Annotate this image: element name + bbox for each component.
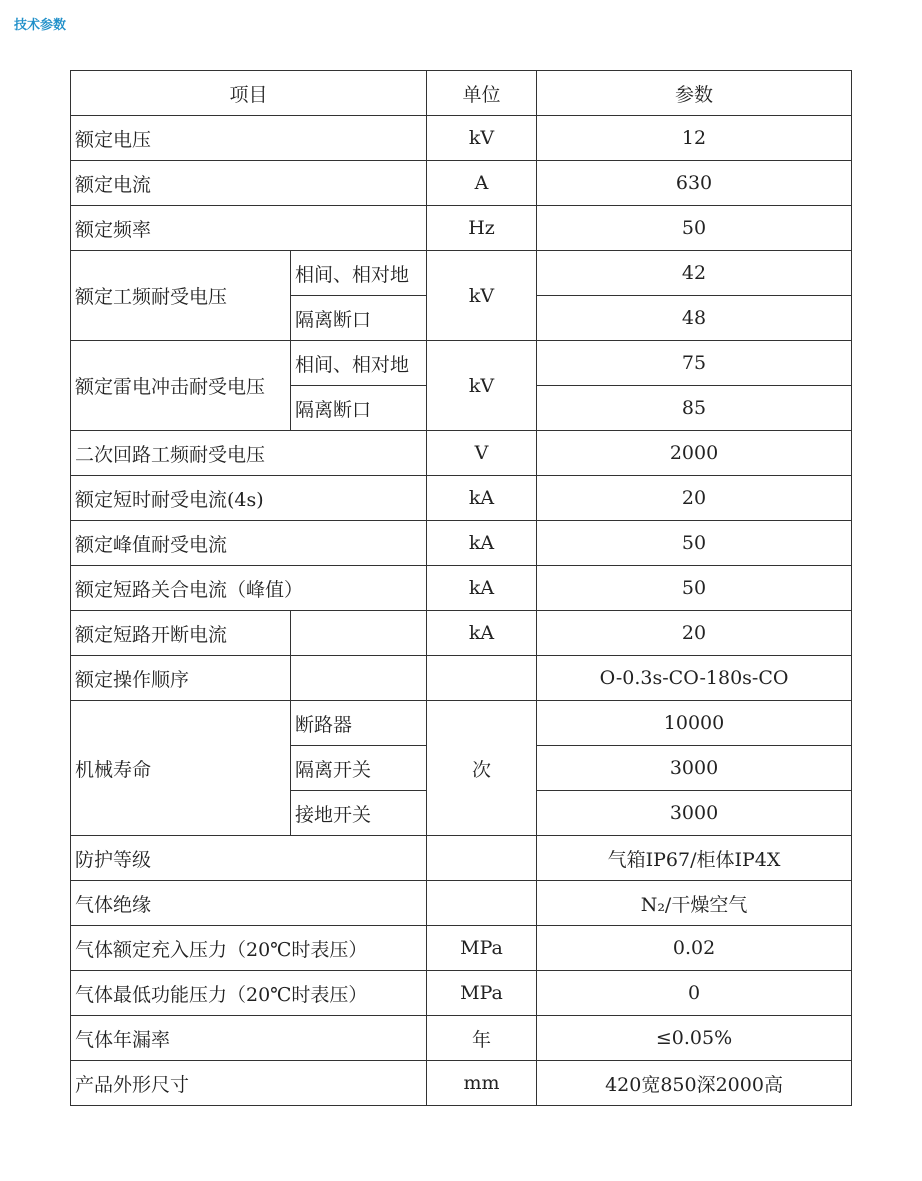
header-unit: 单位 [427,71,537,116]
table-row [71,341,852,386]
table-row [71,971,852,1016]
row-sublabel: 隔离开关 [291,746,427,791]
row-sublabel: 隔离断口 [291,296,427,341]
table-row [71,431,852,476]
row-value: 3000 [537,791,852,836]
row-label: 额定频率 [71,206,427,251]
table-header-row [71,71,852,116]
row-value: 85 [537,386,852,431]
row-label: 额定雷电冲击耐受电压 [71,341,291,431]
row-unit: kA [427,521,537,566]
row-value: 20 [537,476,852,521]
row-label: 气体绝缘 [71,881,427,926]
row-unit: kA [427,611,537,656]
table-row [71,611,852,656]
row-label: 气体额定充入压力（20℃时表压） [71,926,427,971]
table-row [71,476,852,521]
row-unit [427,836,537,881]
row-unit: kV [427,341,537,431]
table-row [71,1016,852,1061]
row-value: 48 [537,296,852,341]
row-value: 2000 [537,431,852,476]
spec-table [70,70,852,1106]
row-sublabel: 隔离断口 [291,386,427,431]
row-sublabel: 断路器 [291,701,427,746]
table-row [71,926,852,971]
row-value: 630 [537,161,852,206]
row-unit: MPa [427,926,537,971]
row-label: 气体年漏率 [71,1016,427,1061]
row-unit: mm [427,1061,537,1106]
table-row [71,881,852,926]
row-unit [427,881,537,926]
table-row [71,566,852,611]
empty-cell [291,656,427,701]
row-value: 12 [537,116,852,161]
row-value: 50 [537,566,852,611]
row-value: N₂/干燥空气 [537,881,852,926]
table-row [71,521,852,566]
table-row [71,701,852,746]
empty-cell [291,611,427,656]
row-value: 42 [537,251,852,296]
row-value: 420宽850深2000高 [537,1061,852,1106]
row-label: 机械寿命 [71,701,291,836]
row-unit: V [427,431,537,476]
row-unit: kA [427,566,537,611]
row-label: 额定电流 [71,161,427,206]
row-unit: Hz [427,206,537,251]
row-unit: 次 [427,701,537,836]
row-value: 50 [537,521,852,566]
row-value: 气箱IP67/柜体IP4X [537,836,852,881]
row-label: 额定短时耐受电流(4s) [71,476,427,521]
row-sublabel: 接地开关 [291,791,427,836]
row-unit: 年 [427,1016,537,1061]
row-sublabel: 相间、相对地 [291,251,427,296]
row-label: 二次回路工频耐受电压 [71,431,427,476]
row-value: 0.02 [537,926,852,971]
row-unit: MPa [427,971,537,1016]
table-row [71,836,852,881]
header-item: 项目 [71,71,427,116]
row-value: O-0.3s-CO-180s-CO [537,656,852,701]
table-row [71,116,852,161]
table-row [71,251,852,296]
row-label: 防护等级 [71,836,427,881]
row-sublabel: 相间、相对地 [291,341,427,386]
row-label: 额定峰值耐受电流 [71,521,427,566]
row-label: 气体最低功能压力（20℃时表压） [71,971,427,1016]
row-value: 75 [537,341,852,386]
table-row [71,1061,852,1106]
row-label: 额定短路关合电流（峰值） [71,566,427,611]
table-row [71,206,852,251]
row-unit [427,656,537,701]
section-heading: 技术参数 [14,18,67,33]
row-label: 额定操作顺序 [71,656,291,701]
row-unit: kA [427,476,537,521]
table-row [71,656,852,701]
row-label: 额定工频耐受电压 [71,251,291,341]
header-value: 参数 [537,71,852,116]
row-value: 0 [537,971,852,1016]
row-unit: kV [427,116,537,161]
row-label: 额定短路开断电流 [71,611,291,656]
row-unit: A [427,161,537,206]
row-label: 额定电压 [71,116,427,161]
row-label: 产品外形尺寸 [71,1061,427,1106]
row-value: ≤0.05% [537,1016,852,1061]
table-row [71,161,852,206]
row-unit: kV [427,251,537,341]
row-value: 50 [537,206,852,251]
row-value: 3000 [537,746,852,791]
row-value: 10000 [537,701,852,746]
row-value: 20 [537,611,852,656]
